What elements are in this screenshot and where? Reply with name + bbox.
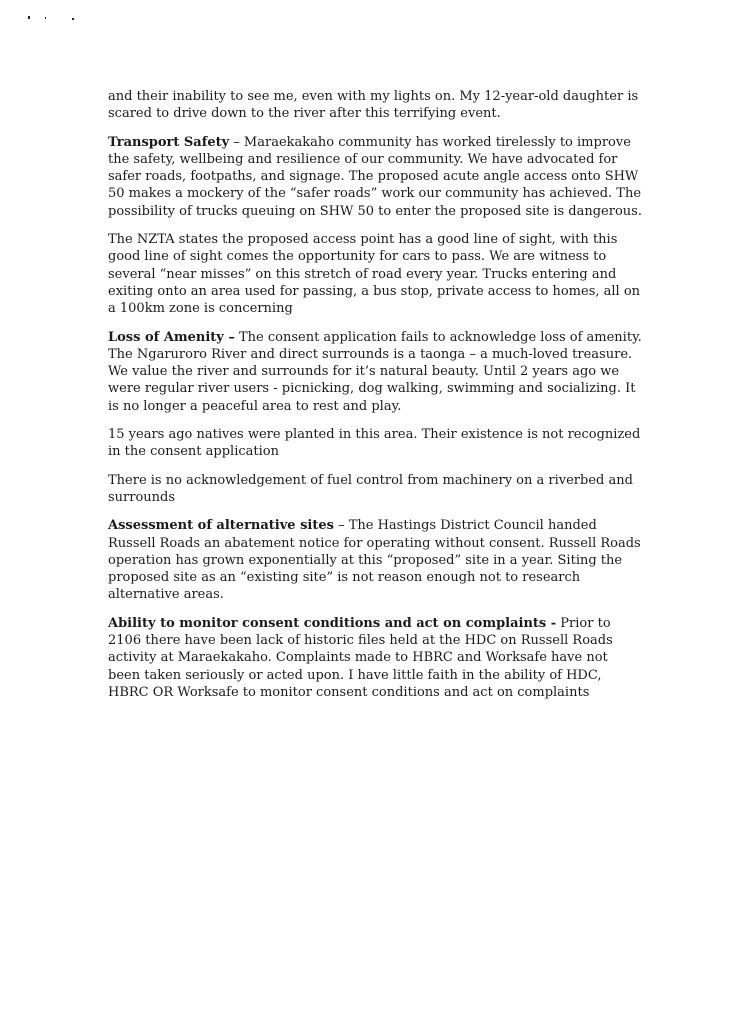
paragraph-text: The consent application fails to acknowledge loss of amenity. The Ngaruroro River and direct surrounds is a taonga – a much-loved treasure. We value the river and surrounds for it’s natural beauty. Until 2 years ago we were regular river users - picnicking, dog walking, swimming and socializing. It is no longer a peaceful area to rest and play. [108, 329, 642, 414]
scan-speck [45, 17, 46, 19]
scan-speck [72, 18, 74, 20]
paragraph-text: and their inability to see me, even with my lights on. My 12-year-old daughter is scared to drive down to the river after this terrifying event. [108, 89, 639, 122]
document-body [108, 88, 643, 712]
scan-speck [28, 16, 30, 19]
paragraph-transport-safety [108, 134, 643, 220]
paragraph-nzta [108, 231, 643, 317]
paragraph-heading: Loss of Amenity – [108, 329, 235, 345]
paragraph-heading: Transport Safety [108, 134, 230, 150]
paragraph-text: 15 years ago natives were planted in this area. Their existence is not recognized in the consent application [108, 427, 641, 460]
paragraph-monitor-consent [108, 615, 643, 701]
paragraph-text: – Maraekakaho community has worked tirelessly to improve the safety, wellbeing and resilience of our community. We have advocated for safer roads, footpaths, and signage. The proposed acute angle access onto SHW 50 makes a mockery of the “safer roads” work our community has achieved. The possibility of trucks queuing on SHW 50 to enter the proposed site is dangerous. [108, 134, 642, 219]
paragraph-loss-of-amenity [108, 329, 643, 415]
paragraph-text: – The Hastings District Council handed Russell Roads an abatement notice for operating without consent. Russell Roads operation has grown exponentially at this “proposed” site in a year. Siting the proposed site as an “existing site” is not reason enough not to research alternative areas. [108, 518, 641, 603]
paragraph-text: The NZTA states the proposed access point has a good line of sight, with this good line of sight comes the opportunity for cars to pass. We are witness to several “near misses” on this stretch of road every year. Trucks entering and exiting onto an area used for passing, a bus stop, private access to homes, all on a 100km zone is concerning [108, 232, 641, 317]
paragraph-natives [108, 426, 643, 461]
paragraph-text: Prior to 2106 there have been lack of historic files held at the HDC on Russell Roads activity at Maraekakaho. Complaints made to HBRC and Worksafe have not been taken seriously or acted upon. I have little faith in the ability of HDC, HBRC OR Worksafe to monitor consent conditions and act on complaints [108, 615, 613, 700]
paragraph-text: There is no acknowledgement of fuel control from machinery on a riverbed and surrounds [108, 472, 633, 505]
scan-marks [28, 14, 88, 22]
paragraph-alternative-sites [108, 517, 643, 603]
paragraph-continuation [108, 88, 643, 123]
paragraph-fuel-control [108, 472, 643, 507]
paragraph-heading: Ability to monitor consent conditions and act on complaints - [108, 615, 557, 631]
paragraph-heading: Assessment of alternative sites [108, 518, 334, 534]
